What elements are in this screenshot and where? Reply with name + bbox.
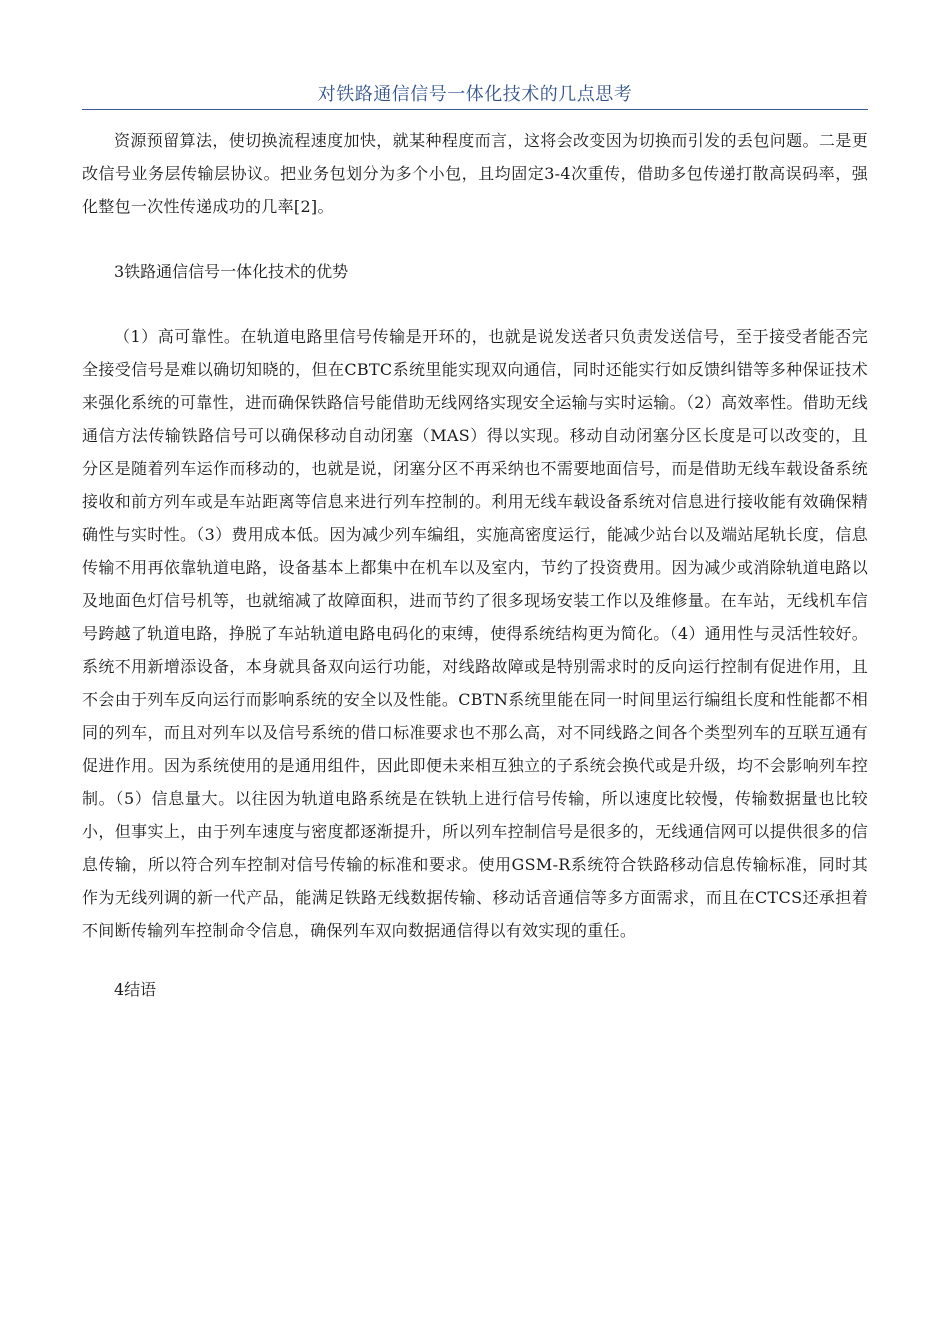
running-header-title: 对铁路通信信号一体化技术的几点思考 xyxy=(317,84,633,105)
paragraph-spacer xyxy=(82,947,868,973)
paragraph-spacer xyxy=(82,223,868,255)
paragraph-spacer xyxy=(82,288,868,320)
section-heading-3: 3铁路通信信号一体化技术的优势 xyxy=(114,262,349,281)
body-paragraph-1: 资源预留算法，使切换流程速度加快，就某种程度而言，这将会改变因为切换而引发的丢包问题。二是更改信号业务层传输层协议。把业务包划分为多个小包，且均固定3-4次重传，借助多包传递打散高误码率，强化整包一次性传递成功的几率[2]。 xyxy=(82,131,868,216)
document-body xyxy=(82,124,868,1006)
section-heading-4: 4结语 xyxy=(114,980,157,999)
header-divider xyxy=(82,109,868,110)
body-paragraph-2: （1）高可靠性。在轨道电路里信号传输是开环的，也就是说发送者只负责发送信号，至于接受者能否完全接受信号是难以确切知晓的，但在CBTC系统里能实现双向通信，同时还能实行如反馈纠错等多种保证技术来强化系统的可靠性，进而确保铁路信号能借助无线网络实现安全运输与实时运输。（2）高效率性。借助无线通信方法传输铁路信号可以确保移动自动闭塞（MAS）得以实现。移动自动闭塞分区长度是可以改变的，且分区是随着列车运作而移动的，也就是说，闭塞分区不再采纳也不需要地面信号，而是借助无线车载设备系统接收和前方列车或是车站距离等信息来进行列车控制的。利用无线车载设备系统对信息进行接收能有效确保精确性与实时性。（3）费用成本低。因为减少列车编组，实施高密度运行，能减少站台以及端站尾轨长度，信息传输不用再依靠轨道电路，设备基本上都集中在机车以及室内，节约了投资费用。因为减少或消除轨道电路以及地面色灯信号机等，也就缩减了故障面积，进而节约了很多现场安装工作以及维修量。在车站，无线机车信号跨越了轨道电路，挣脱了车站轨道电路电码化的束缚，使得系统结构更为简化。（4）通用性与灵活性较好。系统不用新增添设备，本身就具备双向运行功能，对线路故障或是特别需求时的反向运行控制有促进作用，且不会由于列车反向运行而影响系统的安全以及性能。CBTN系统里能在同一时间里运行编组长度和性能都不相同的列车，而且对列车以及信号系统的借口标准要求也不那么高，对不同线路之间各个类型列车的互联互通有促进作用。因为系统使用的是通用组件，因此即便未来相互独立的子系统会换代或是升级，均不会影响列车控制。（5）信息量大。以往因为轨道电路系统是在铁轨上进行信号传输，所以速度比较慢，传输数据量也比较小，但事实上，由于列车速度与密度都逐渐提升，所以列车控制信号是很多的，无线通信网可以提供很多的信息传输，所以符合列车控制对信号传输的标准和要求。使用GSM-R系统符合铁路移动信息传输标准，同时其作为无线列调的新一代产品，能满足铁路无线数据传输、移动话音通信等多方面需求，而且在CTCS还承担着不间断传输列车控制命令信息，确保列车双向数据通信得以有效实现的重任。 xyxy=(82,327,868,940)
